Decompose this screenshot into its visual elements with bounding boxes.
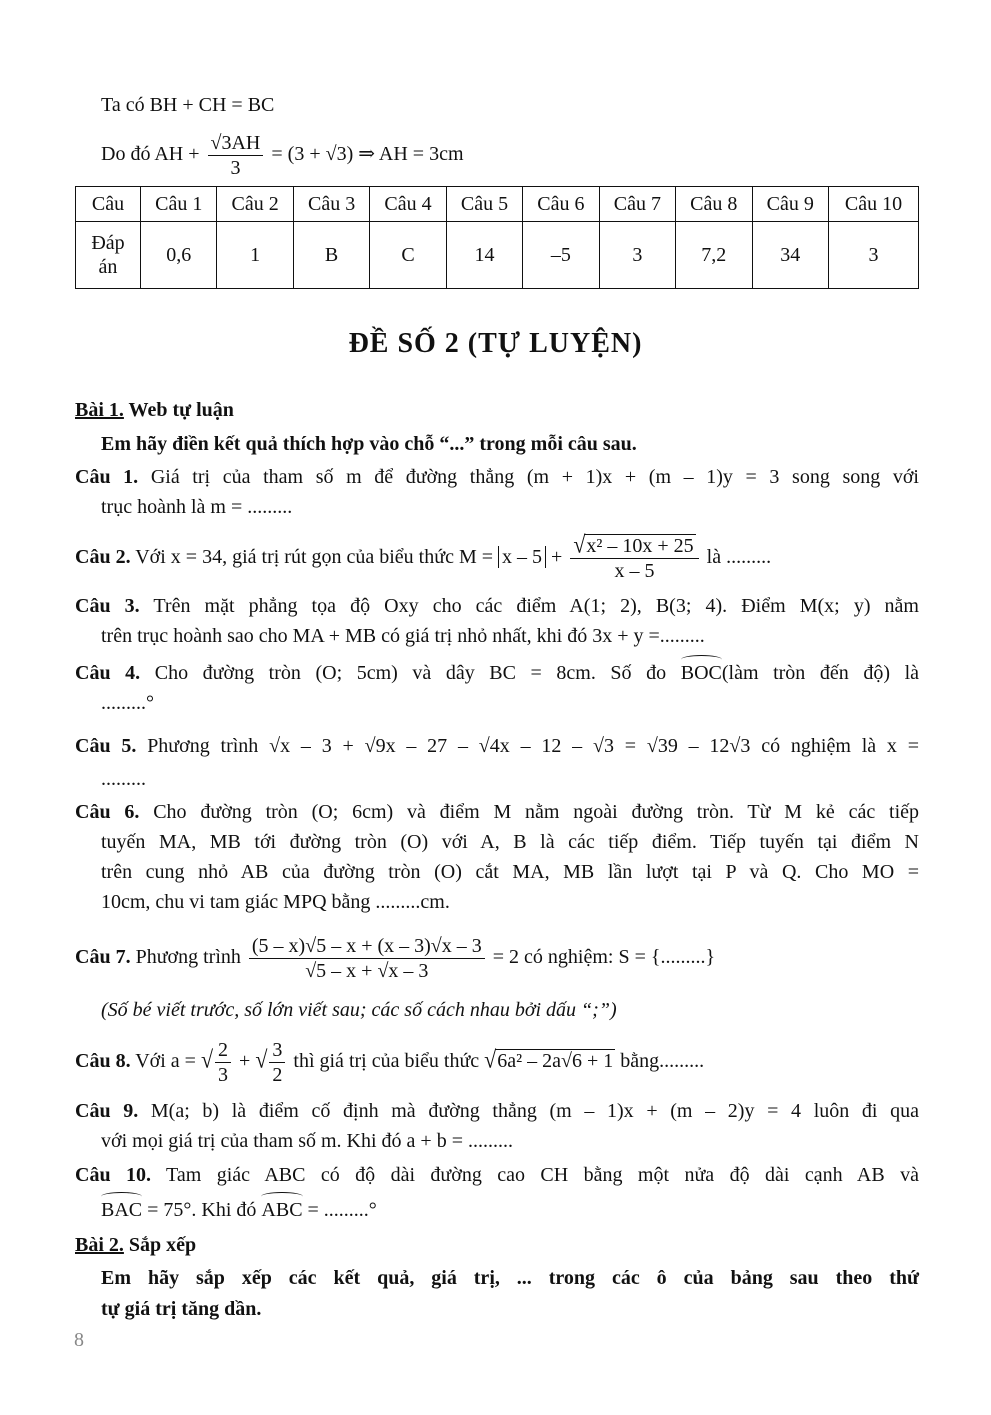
page-number: 8 (74, 1329, 84, 1351)
question-tail: = 2 có nghiệm: S = {.........} (492, 946, 716, 968)
q8-fraction-1 (215, 1038, 231, 1087)
question-6-line-2: tuyến MA, MB tới đường tròn (O) với A, B là các tiếp điểm. Tiếp tuyến tại điểm N (101, 831, 919, 853)
question-text: Phương trình (147, 735, 259, 757)
question-text-cont: (làm tròn đến độ) là (721, 662, 920, 684)
section-2-heading (75, 1233, 196, 1257)
header-cell: Câu 8 (676, 187, 752, 222)
sqrt-icon: √ (200, 1045, 214, 1074)
section-2-label: Bài 2. (75, 1234, 124, 1256)
section-2-line-1: Em hãy sắp xếp các kết quả, giá trị, ... trong các ô của bảng sau theo thứ (101, 1267, 919, 1289)
question-label: Câu 7. (75, 946, 131, 968)
value-cell: –5 (523, 222, 599, 289)
question-10-line-1 (75, 1163, 919, 1187)
fraction-num: 2 (215, 1038, 231, 1063)
arc-angle: BOC (680, 662, 722, 684)
question-3-line-2: trên trục hoành sao cho MA + MB có giá trị nhỏ nhất, khi đó 3x + y =......... (101, 625, 705, 647)
header-cell: Câu 9 (752, 187, 829, 222)
question-1-line-2: trục hoành là m = ......... (101, 496, 293, 518)
question-6-line-1 (75, 800, 919, 824)
intro-line-2-prefix: Do đó AH + (101, 143, 200, 165)
value-cell: 0,6 (141, 222, 217, 289)
fraction-num: 3 (269, 1038, 285, 1063)
radicand: x² – 10x + 25 (586, 535, 694, 558)
value-cell: 1 (217, 222, 293, 289)
question-text: Với x = 34, giá trị rút gọn của biểu thức M = (135, 546, 494, 568)
intro-line-2-rhs: = (3 + √3) ⇒ AH = 3cm (271, 143, 464, 165)
question-tail: là ......... (706, 546, 772, 568)
intro-fraction (208, 131, 264, 180)
question-7-fraction (249, 934, 485, 983)
fraction-den: √5 – x + √x – 3 (305, 959, 429, 982)
question-2: Câu 2. Với x = 34, giá trị rút gọn của biểu thức M = x – 5 + $\frac{\text{√x² – 10x + 25}}{x - 5}$ là ......... (75, 531, 772, 583)
question-6-line-3: trên cung nhỏ AB của đường tròn (O) cắt MA, MB lần lượt tại P và Q. Cho MO = (101, 861, 919, 883)
header-cell: Câu (76, 187, 141, 222)
question-label: Câu 3. (75, 595, 140, 617)
question-4-line-1 (75, 661, 919, 685)
question-1-line-1 (75, 465, 919, 489)
value-cell: 3 (599, 222, 675, 289)
question-2-fraction (570, 533, 698, 583)
fraction-den: 3 (218, 1063, 229, 1086)
intro-fraction-num: √3AH (208, 131, 264, 156)
answer-table (75, 186, 919, 289)
question-label: Câu 1. (75, 466, 139, 488)
header-cell: Câu 4 (370, 187, 446, 222)
question-text: Với a = (135, 1050, 196, 1072)
section-1-instruction: Em hãy điền kết quả thích hợp vào chỗ “...” trong mỗi câu sau. (101, 433, 637, 455)
question-label: Câu 2. (75, 546, 131, 568)
page-title: ĐỀ SỐ 2 (TỰ LUYỆN) (348, 328, 643, 359)
question-7 (75, 928, 715, 986)
question-text: Tam giác ABC có độ dài đường cao CH bằng một nửa độ dài cạnh AB và (166, 1164, 919, 1186)
question-text: Cho đường tròn (O; 6cm) và điểm M nằm ngoài đường tròn. Từ M kẻ các tiếp (153, 801, 920, 823)
question-text-mid: thì giá trị của biểu thức (293, 1050, 480, 1072)
question-label: Câu 10. (75, 1164, 151, 1186)
question-label: Câu 9. (75, 1100, 139, 1122)
row-label-line-2: án (98, 256, 118, 278)
question-tail: = .........° (307, 1199, 377, 1221)
value-cell: B (293, 222, 369, 289)
intro-line-2 (101, 128, 464, 180)
value-cell: 7,2 (676, 222, 752, 289)
question-8: Câu 8. Với a = √ $\frac{2}{3}$ + √ $\frac{3}{2}$ thì giá trị của biểu thức √6a² – 2a√6 + 1 bằng......... (75, 1030, 704, 1091)
section-1-title: Web tự luận (128, 399, 234, 421)
header-cell: Câu 2 (217, 187, 293, 222)
row-label-line-1: Đáp (91, 232, 125, 254)
arc-angle: BAC (101, 1199, 143, 1221)
q8-fraction-2 (269, 1038, 285, 1087)
question-5-line-1 (75, 734, 919, 758)
question-5-line-2: ......... (101, 768, 146, 790)
intro-line-1: Ta có BH + CH = BC (101, 94, 275, 116)
arc-angle: ABC (261, 1199, 303, 1221)
row-label-cell (76, 222, 141, 289)
question-6-line-4: 10cm, chu vi tam giác MPQ bằng .........cm. (101, 891, 450, 913)
question-tail: có nghiệm là x = (761, 735, 920, 757)
radicand: 6a² – 2a√6 + 1 (497, 1050, 614, 1072)
question-label: Câu 6. (75, 801, 140, 823)
header-cell: Câu 1 (141, 187, 217, 222)
sqrt-icon: √ (484, 1045, 497, 1074)
question-text: M(a; b) là điểm cố định mà đường thẳng (m – 1)x + (m – 2)y = 4 luôn đi qua (150, 1100, 919, 1122)
section-2-title: Sắp xếp (128, 1234, 197, 1256)
abs-expression: x – 5 (498, 546, 546, 568)
value-cell: 3 (829, 222, 919, 289)
question-7-note: (Số bé viết trước, số lớn viết sau; các số cách nhau bởi dấu “;”) (101, 999, 617, 1021)
question-3-line-1 (75, 594, 919, 618)
question-text: Cho đường tròn (O; 5cm) và dây BC = 8cm. Số đo (154, 662, 667, 684)
section-2-line-2: tự giá trị tăng dần. (101, 1298, 262, 1320)
question-text: Phương trình (135, 946, 241, 968)
question-text-mid: = 75°. Khi đó (147, 1199, 257, 1221)
fraction-den: 2 (272, 1063, 283, 1086)
header-cell: Câu 3 (293, 187, 369, 222)
fraction-den: x – 5 (614, 560, 655, 583)
question-10-line-2 (101, 1198, 377, 1222)
question-text: Giá trị của tham số m để đường thẳng (m + 1)x + (m – 1)y = 3 song song với (150, 466, 919, 488)
radical-expression: √x – 3 + √9x – 27 – √4x – 12 – √3 = √39 – 12√3 (269, 735, 751, 757)
question-9-line-2: với mọi giá trị của tham số m. Khi đó a + b = ......... (101, 1130, 513, 1152)
question-text: Trên mặt phẳng tọa độ Oxy cho các điểm A(1; 2), B(3; 4). Điểm M(x; y) nằm (153, 595, 919, 617)
value-cell: 34 (752, 222, 829, 289)
intro-fraction-den: 3 (230, 156, 241, 179)
header-cell: Câu 7 (599, 187, 675, 222)
question-label: Câu 8. (75, 1050, 131, 1072)
section-1-heading (75, 398, 234, 422)
header-cell: Câu 6 (523, 187, 599, 222)
value-cell: 14 (446, 222, 522, 289)
fraction-num (570, 533, 698, 559)
question-4-line-2: .........° (101, 692, 154, 714)
header-cell: Câu 10 (829, 187, 919, 222)
sqrt-icon: √ (573, 531, 586, 559)
question-label: Câu 5. (75, 735, 137, 757)
answer-table-value-row (76, 222, 919, 289)
sqrt-icon: √ (255, 1045, 268, 1074)
header-cell: Câu 5 (446, 187, 522, 222)
question-tail: bằng......... (620, 1050, 705, 1072)
answer-table-header-row (76, 187, 919, 222)
section-1-label: Bài 1. (75, 399, 124, 421)
fraction-num: (5 – x)√5 – x + (x – 3)√x – 3 (249, 934, 485, 959)
question-9-line-1 (75, 1099, 919, 1123)
question-label: Câu 4. (75, 662, 141, 684)
value-cell: C (370, 222, 446, 289)
